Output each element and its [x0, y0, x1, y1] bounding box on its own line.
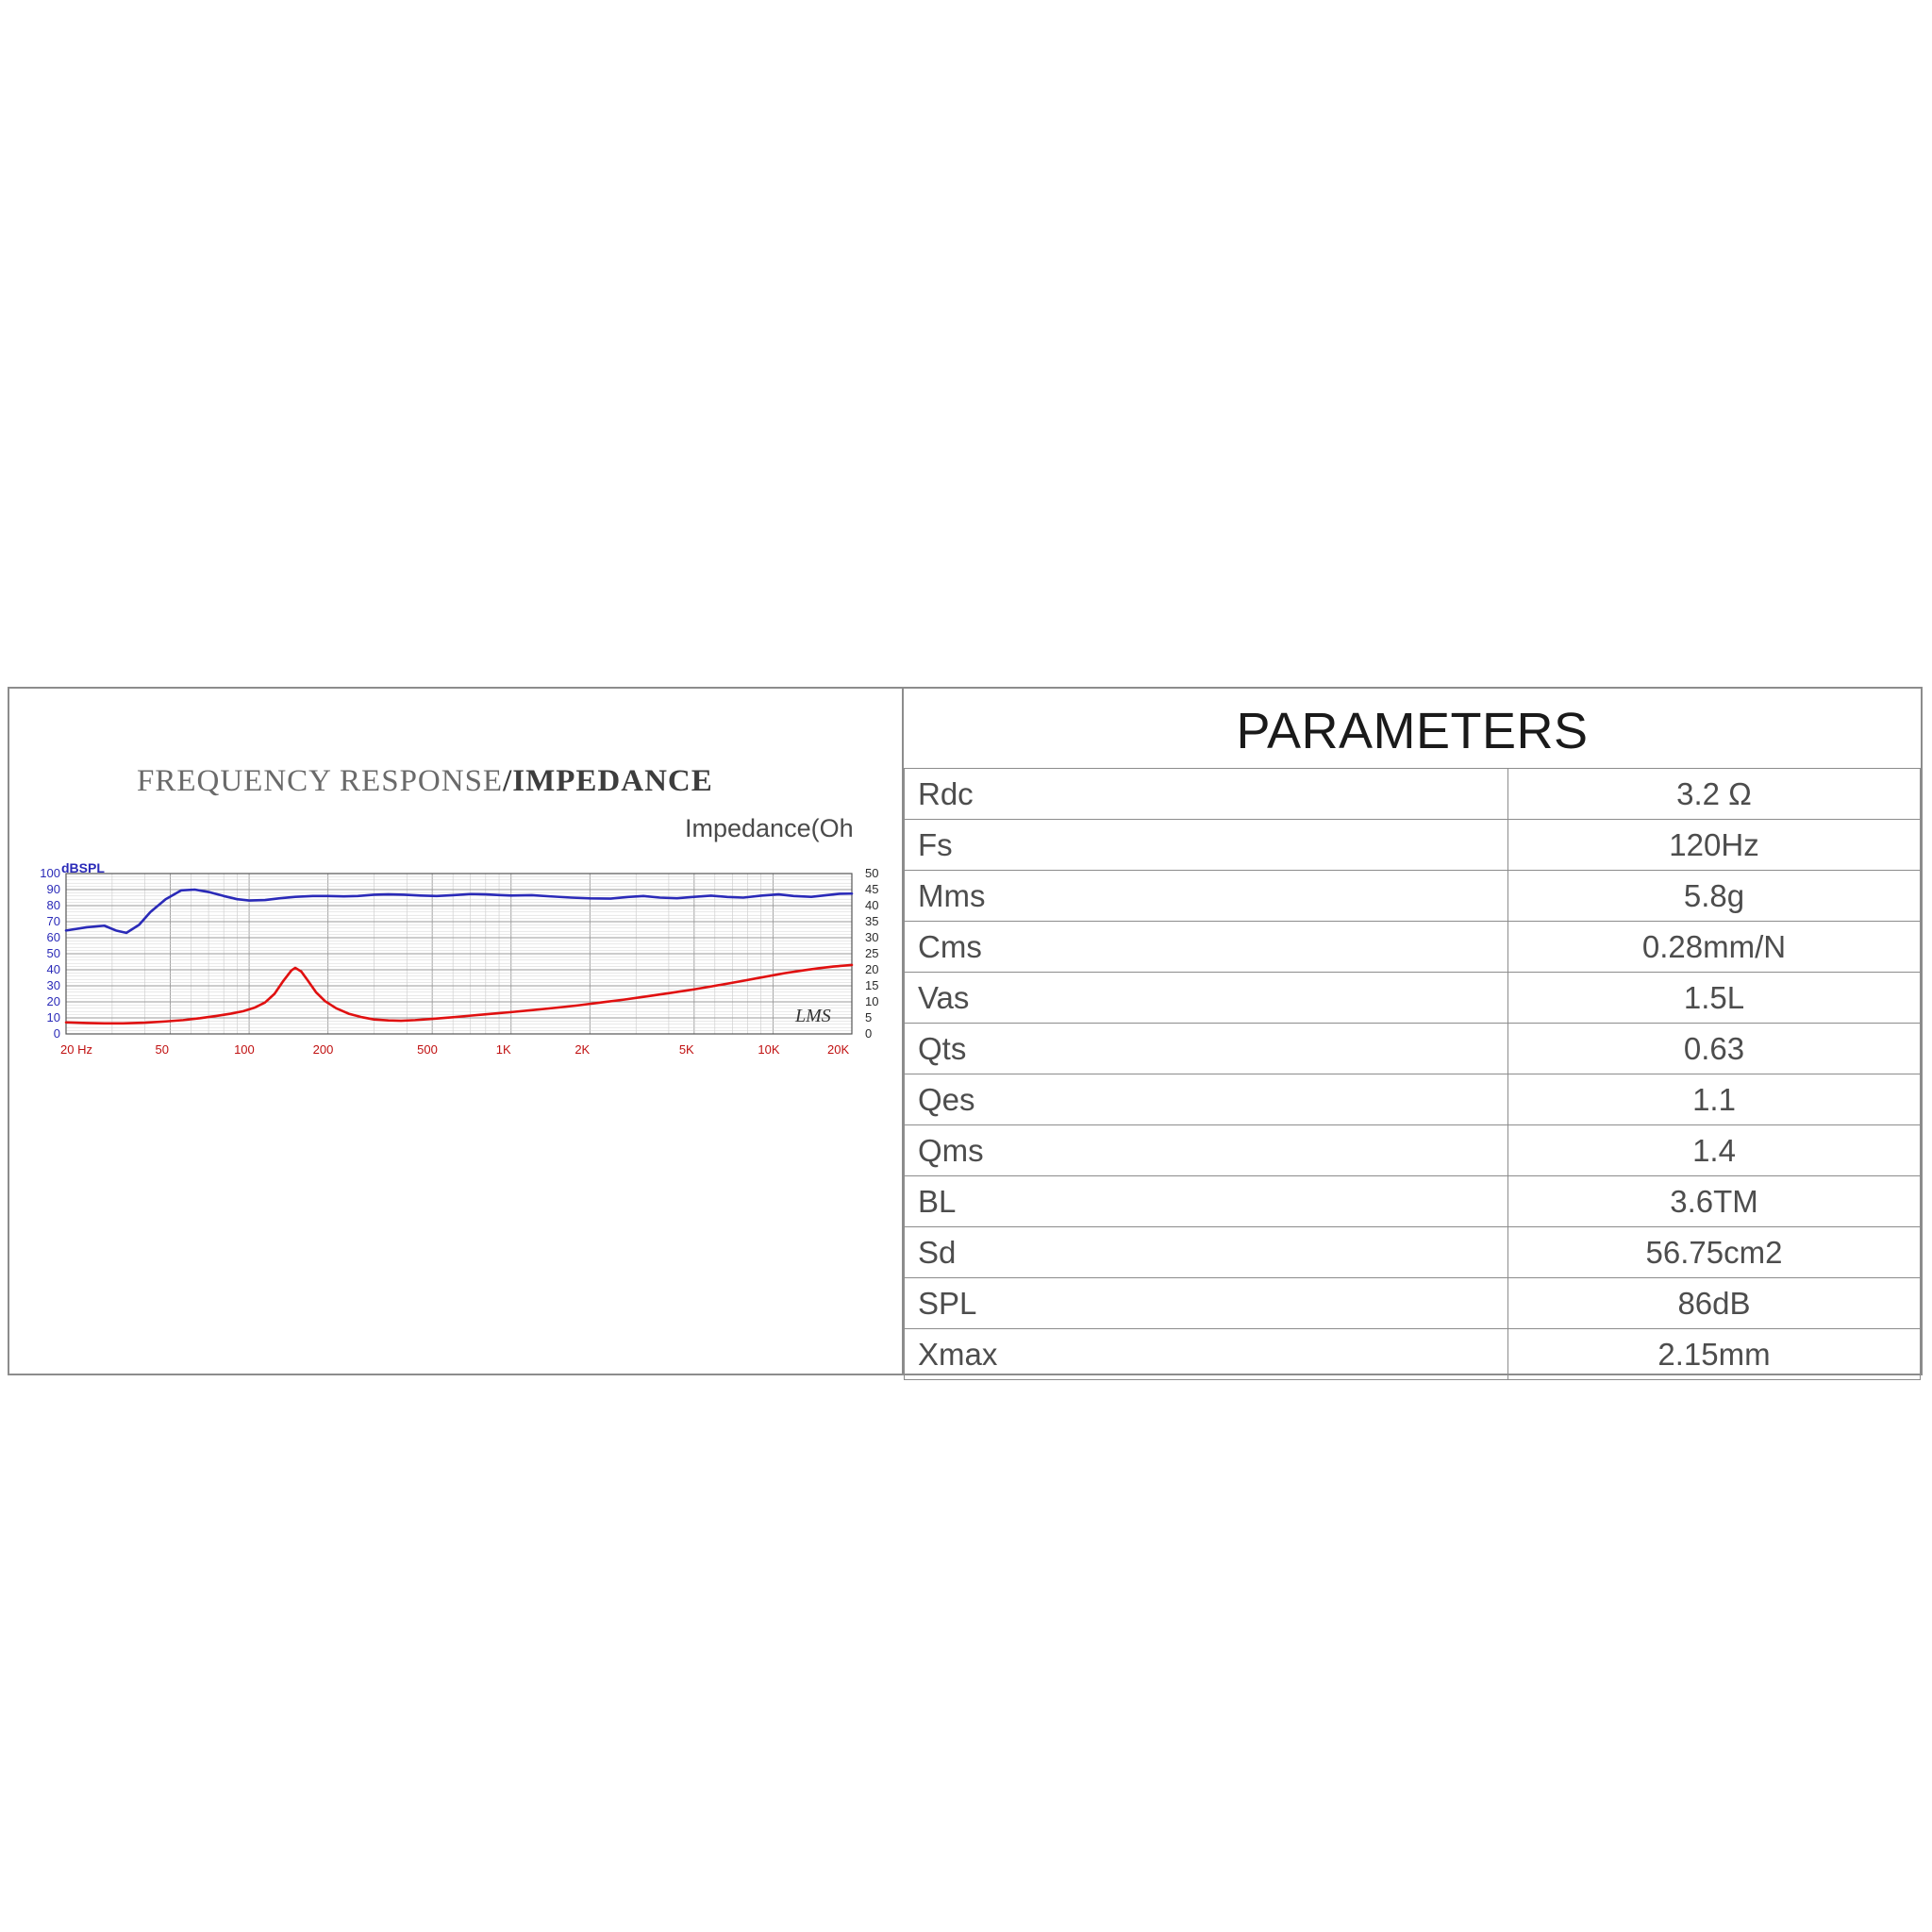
y-axis-left-tick-label: 0 [53, 1026, 60, 1041]
table-row [905, 1176, 1921, 1227]
x-axis-tick-label: 20K [827, 1042, 850, 1057]
y-axis-left-tick-label: 80 [46, 898, 60, 912]
y-axis-left-tick-label: 40 [46, 962, 60, 976]
x-axis-tick-label: 500 [417, 1042, 438, 1057]
y-axis-left-tick-label: 60 [46, 930, 60, 944]
parameters-title: PARAMETERS [1236, 703, 1589, 759]
x-axis-tick-label: 10K [758, 1042, 780, 1057]
table-row [905, 871, 1921, 922]
y-axis-right-tick-label: 25 [865, 946, 879, 960]
parameter-name: BL [905, 1176, 1508, 1227]
parameter-name: Qts [905, 1024, 1508, 1074]
x-axis-tick-label: 2K [575, 1042, 591, 1057]
parameter-value: 1.4 [1508, 1125, 1921, 1176]
x-axis-tick-label: 1K [495, 1042, 511, 1057]
parameter-name: Fs [905, 820, 1508, 871]
parameter-value: 5.8g [1508, 871, 1921, 922]
y-axis-left-tick-label: 90 [46, 882, 60, 896]
parameter-name: Qes [905, 1074, 1508, 1125]
y-axis-left-tick-label: 100 [40, 866, 60, 880]
table-row [905, 922, 1921, 973]
parameter-name: Rdc [905, 769, 1508, 820]
parameter-name: Xmax [905, 1329, 1508, 1380]
parameter-value: 86dB [1508, 1278, 1921, 1329]
table-row [905, 1074, 1921, 1125]
x-axis-tick-label: 100 [234, 1042, 255, 1057]
x-axis-tick-label: 50 [155, 1042, 169, 1057]
parameter-name: Sd [905, 1227, 1508, 1278]
table-row [905, 769, 1921, 820]
parameter-value: 0.63 [1508, 1024, 1921, 1074]
y-axis-right-tick-label: 15 [865, 978, 879, 992]
parameter-name: Qms [905, 1125, 1508, 1176]
y-axis-right-tick-label: 40 [865, 898, 879, 912]
chart-series-lines [66, 890, 852, 1024]
table-row [905, 820, 1921, 871]
frequency-response-graph-panel [9, 689, 904, 1374]
parameter-value: 3.6TM [1508, 1176, 1921, 1227]
y-axis-left-unit-label: dBSPL [61, 860, 105, 875]
parameter-value: 1.1 [1508, 1074, 1921, 1125]
parameters-panel [904, 689, 1921, 1374]
table-row [905, 1024, 1921, 1074]
y-axis-right-tick-label: 30 [865, 930, 879, 944]
table-row [905, 1329, 1921, 1380]
parameter-value: 1.5L [1508, 973, 1921, 1024]
parameter-value: 2.15mm [1508, 1329, 1921, 1380]
y-axis-left-tick-label: 50 [46, 946, 60, 960]
parameter-value: 0.28mm/N [1508, 922, 1921, 973]
y-axis-left-tick-label: 30 [46, 978, 60, 992]
graph-title-plain: FREQUENCY RESPONSE [137, 764, 504, 798]
speaker-datasheet-panel [8, 687, 1923, 1375]
y-axis-left-tick-label: 20 [46, 994, 60, 1008]
parameter-value: 3.2 Ω [1508, 769, 1921, 820]
x-axis-tick-label: 200 [312, 1042, 334, 1057]
parameters-table [904, 768, 1921, 1380]
y-axis-right-tick-label: 20 [865, 962, 879, 976]
y-axis-left-tick-label: 70 [46, 914, 60, 928]
graph-title-bold: /IMPEDANCE [503, 764, 713, 798]
parameter-name: Mms [905, 871, 1508, 922]
lms-watermark: LMS [795, 1006, 831, 1026]
table-row [905, 1125, 1921, 1176]
y-axis-left-tick-label: 10 [46, 1010, 60, 1024]
parameter-value: 120Hz [1508, 820, 1921, 871]
table-row [905, 973, 1921, 1024]
y-axis-right-tick-label: 35 [865, 914, 879, 928]
parameter-name: Cms [905, 922, 1508, 973]
parameter-name: SPL [905, 1278, 1508, 1329]
table-row [905, 1278, 1921, 1329]
y-axis-right-tick-label: 0 [865, 1026, 873, 1041]
y-axis-right-tick-label: 5 [865, 1010, 873, 1024]
y-axis-right-tick-label: 45 [865, 882, 879, 896]
impedance-legend-label: Impedance(Oh [685, 814, 854, 842]
x-axis-tick-label: 20 Hz [60, 1042, 92, 1057]
y-axis-right-tick-label: 50 [865, 866, 879, 880]
y-axis-right-tick-label: 10 [865, 994, 879, 1008]
x-axis-tick-label: 5K [678, 1042, 694, 1057]
table-row [905, 1227, 1921, 1278]
chart-canvas [9, 689, 904, 1377]
parameter-name: Vas [905, 973, 1508, 1024]
parameter-value: 56.75cm2 [1508, 1227, 1921, 1278]
